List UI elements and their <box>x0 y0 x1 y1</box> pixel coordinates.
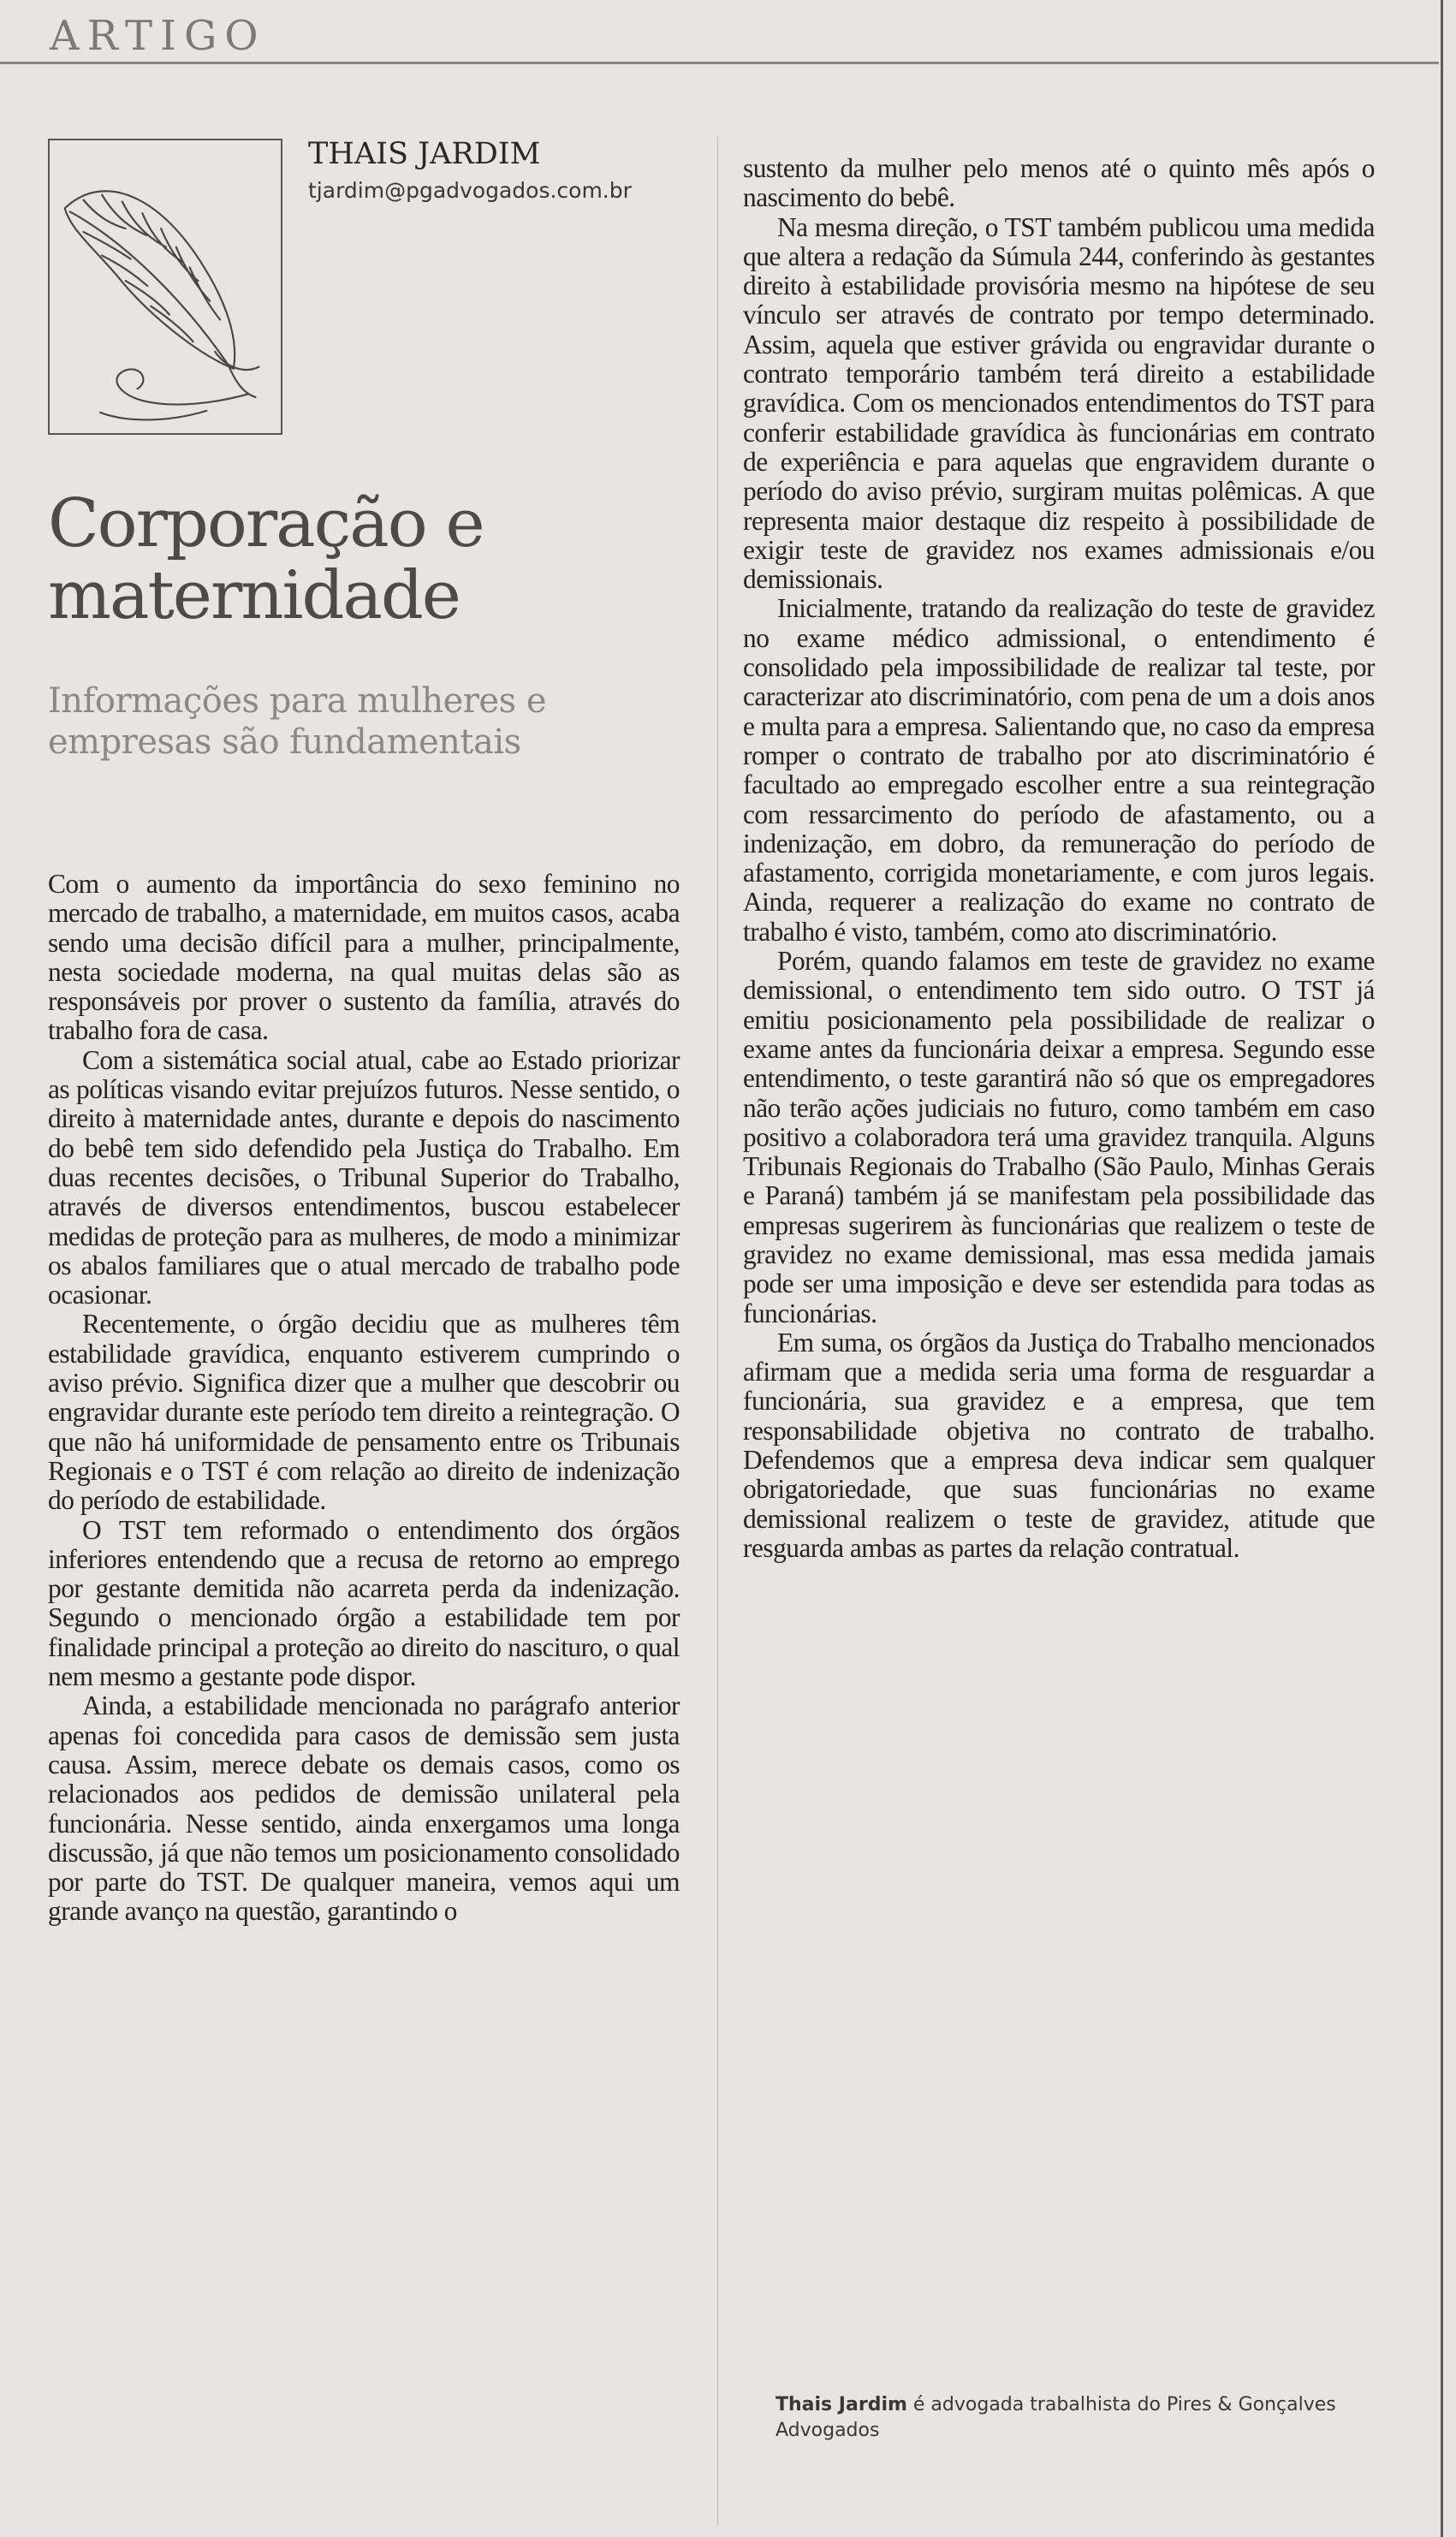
paragraph-4: O TST tem reformado o entendimento dos órgãos inferiores entendendo que a recusa de retorno ao emprego por gestante demitida não acarreta perda da indenização. Segundo o mencionado órgão a estabilidade tem por finalidade principal a proteção ao direito do nascituro, o qual nem mesmo a gestante pode dispor. <box>48 1514 680 1692</box>
paragraph-5: Ainda, a estabilidade mencionada no parágrafo anterior apenas foi concedida para casos de demissão sem justa causa. Assim, merece debate os demais casos, como os relacionados aos pedidos de demissão unilateral pela funcionária. Nesse sentido, ainda enxergamos uma longa discussão, já que não temos um posicionamento consolidado por parte do TST. De qualquer maneira, vemos aqui um grande avanço na questão, garantindo o <box>48 1690 680 1927</box>
author-name: THAIS JARDIM <box>308 137 541 171</box>
paragraph-6: Na mesma direção, o TST também publicou uma medida que altera a redação da Súmula 244, conferindo às gestantes direito à estabilidade provisória mesmo na hipótese de seu vínculo ser através de contrato por tempo determinado. Assim, aquela que estiver grávida ou engravidar durante o contrato temporário também terá direito a estabilidade gravídica. Com os mencionados entendimentos do TST para conferir estabilidade gravídica às funcionárias em contrato de experiência e para aquelas que engravidem durante o período do aviso prévio, surgiram muitas polêmicas. A que representa maior destaque diz respeito à possibilidade de exigir teste de gravidez nos exames admissionais e/ou demissionais. <box>743 211 1375 595</box>
article-subtitle <box>48 680 681 763</box>
paragraph-2: Com a sistemática social atual, cabe ao Estado priorizar as políticas visando evitar prejuízos futuros. Nesse sentido, o direito à maternidade antes, durante e depois do nascimento do bebê tem sido defendido pela Justiça do Trabalho. Em duas recentes decisões, o Tribunal Superior do Trabalho, através de diversos entendimentos, buscou estabelecer medidas de proteção para as mulheres, de modo a minimizar os abalos familiares que o atual mercado de trabalho pode ocasionar. <box>48 1044 680 1310</box>
article-title-line-1: Corporação e <box>48 485 484 562</box>
paragraph-3: Recentemente, o órgão decidiu que as mulheres têm estabilidade gravídica, enquanto estiverem cumprindo o aviso prévio. Significa dizer que a mulher que descobrir ou engravidar durante este período tem direito a reintegração. O que não há uniformidade de pensamento entre os Tribunais Regionais e o TST é com relação ao direito de indenização do período de estabilidade. <box>48 1309 680 1516</box>
section-label: ARTIGO <box>50 12 266 60</box>
column-divider <box>717 137 718 2525</box>
author-email: tjardim@pgadvogados.com.br <box>308 178 632 203</box>
paragraph-1: Com o aumento da importância do sexo feminino no mercado de trabalho, a maternidade, em muitos casos, acaba sendo uma decisão difícil para a mulher, principalmente, nesta sociedade moderna, na qual muitas delas são as responsáveis por prover o sustento da família, através do trabalho fora de casa. <box>48 869 680 1046</box>
paragraph-9: Em suma, os órgãos da Justiça do Trabalho mencionados afirmam que a medida seria uma forma de resguardar a funcionária, sua gravidez e a empresa, que tem responsabilidade objetiva no contrato de trabalho. Defendemos que a empresa deva indicar sem qualquer obrigatoriedade, que suas funcionárias no exame demissional realizem o teste de gravidez, atitude que resguarda ambas as partes da relação contratual. <box>743 1327 1375 1563</box>
paragraph-7: Inicialmente, tratando da realização do teste de gravidez no exame médico admissional, o entendimento é consolidado pela impossibilidade de realizar tal teste, por caracterizar ato discriminatório, com pena de um a dois anos e multa para a empresa. Salientando que, no caso da empresa romper o contrato de trabalho por ato discriminatório é facultado ao empregado escolher entre a sua reintegração com ressarcimento do período de afastamento, ou a indenização, em dobro, da remuneração do período de afastamento, corrigida monetariamente, e com juros legais. Ainda, requerer a realização do exame no contrato de trabalho é visto, também, como ato discriminatório. <box>743 593 1375 947</box>
author-bio-name: Thais Jardim <box>776 2394 907 2415</box>
article-subtitle-line-2: empresas são fundamentais <box>48 722 521 762</box>
paragraph-8: Porém, quando falamos em teste de gravidez no exame demissional, o entendimento tem sido outro. O TST já emitiu posicionamento pela possibilidade de realizar o exame antes da funcionária deixar a empresa. Segundo esse entendimento, o teste garantirá não só que os empregadores não terão ações judiciais no futuro, como também em caso positivo a colaboradora terá uma gravidez tranquila. Alguns Tribunais Regionais do Trabalho (São Paulo, Minhas Gerais e Paraná) também já se manifestam pela possibilidade das empresas sugerirem às funcionárias que realizem o teste de gravidez no exame demissional, mas essa medida jamais pode ser uma imposição e deve ser estendida para todas as funcionárias. <box>743 946 1375 1328</box>
section-header <box>0 0 1439 64</box>
quill-pen-icon <box>48 139 282 435</box>
article-left-column <box>48 870 680 1927</box>
article-right-column <box>743 154 1375 1563</box>
author-bio <box>776 2392 1409 2444</box>
right-border-rule <box>1441 0 1443 2537</box>
article-subtitle-line-1: Informações para mulheres e <box>48 681 547 721</box>
article-title <box>48 485 681 634</box>
article-title-line-2: maternidade <box>48 557 460 634</box>
paragraph-5-continuation: sustento da mulher pelo menos até o quinto mês após o nascimento do bebê. <box>743 153 1375 213</box>
author-bio-text: é advogada trabalhista do Pires & Gonçalves Advogados <box>776 2394 1336 2441</box>
